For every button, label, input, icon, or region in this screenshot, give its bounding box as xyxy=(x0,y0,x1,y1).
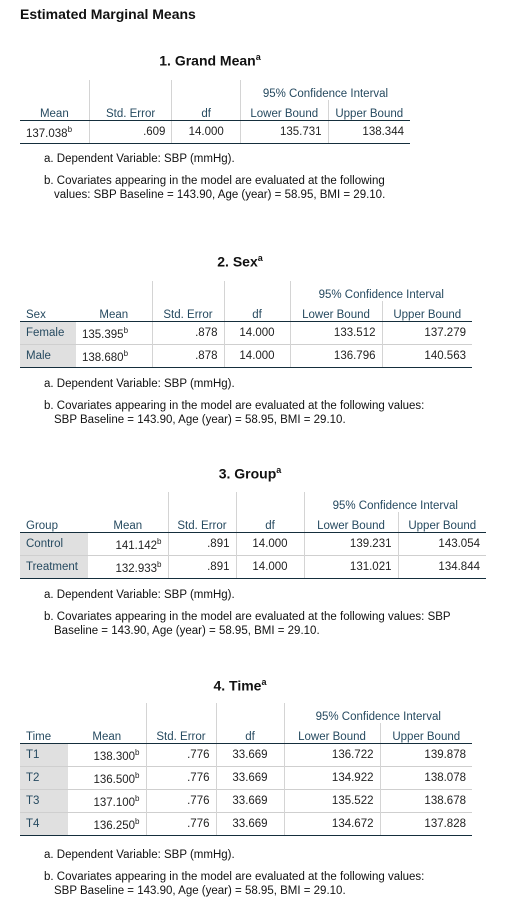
table-title-group xyxy=(130,465,370,482)
title-footnote-mark: a xyxy=(255,52,261,62)
row-label: Male xyxy=(20,345,76,368)
col-header-std-error: Std. Error xyxy=(89,100,172,121)
row-label: Control xyxy=(20,533,88,556)
col-header-df: df xyxy=(216,723,284,744)
title-footnote-mark: a xyxy=(257,253,263,263)
col-header-df: df xyxy=(224,301,290,322)
cell-df: 14.000 xyxy=(224,322,290,345)
footnote-b: b. Covariates appearing in the model are evaluated at the following values: SBP Baseline = 143.90, Age (year) = 58.95, BMI = 29.10. xyxy=(44,611,451,637)
table-row xyxy=(20,533,486,556)
col-header-upper-bound: Upper Bound xyxy=(380,723,472,744)
table-title-text: 1. Grand Mean xyxy=(159,52,256,69)
cell-lower-bound: 136.722 xyxy=(284,744,380,767)
cell-lower-bound: 135.522 xyxy=(284,790,380,813)
row-label-header: Time xyxy=(20,723,68,744)
col-header-lower-bound: Lower Bound xyxy=(290,301,382,322)
col-header-std-error: Std. Error xyxy=(168,512,236,533)
table-title-text: 4. Time xyxy=(213,677,262,694)
table-row xyxy=(20,813,472,836)
cell-mean: 137.100$^b$ xyxy=(68,790,146,813)
cell-std-error: .891 xyxy=(168,533,236,556)
row-label: T3 xyxy=(20,790,68,813)
cell-lower-bound: 131.021 xyxy=(304,556,398,579)
row-label: T4 xyxy=(20,813,68,836)
cell-lower-bound: 135.731 xyxy=(240,121,328,144)
cell-lower-bound: 136.796 xyxy=(290,345,382,368)
col-header-mean: Mean xyxy=(68,723,146,744)
cell-df: 33.669 xyxy=(216,767,284,790)
cell-std-error: .776 xyxy=(146,767,216,790)
cell-std-error: .776 xyxy=(146,744,216,767)
table-row xyxy=(20,767,472,790)
cell-std-error: .878 xyxy=(152,322,224,345)
ci-header: 95% Confidence Interval xyxy=(304,492,486,512)
cell-mean: 141.142$^b$ xyxy=(88,533,168,556)
cell-lower-bound: 134.922 xyxy=(284,767,380,790)
cell-lower-bound: 139.231 xyxy=(304,533,398,556)
cell-std-error: .609 xyxy=(89,121,172,144)
col-header-mean: Mean xyxy=(76,301,152,322)
cell-mean: 136.500$^b$ xyxy=(68,767,146,790)
row-label: Treatment xyxy=(20,556,88,579)
cell-upper-bound: 138.678 xyxy=(380,790,472,813)
cell-upper-bound: 143.054 xyxy=(398,533,486,556)
col-header-mean: Mean xyxy=(20,100,89,121)
cell-upper-bound: 139.878 xyxy=(380,744,472,767)
sex-table xyxy=(20,281,472,368)
cell-lower-bound: 134.672 xyxy=(284,813,380,836)
col-header-df: df xyxy=(172,100,241,121)
cell-upper-bound: 138.078 xyxy=(380,767,472,790)
col-header-lower-bound: Lower Bound xyxy=(240,100,328,121)
cell-std-error: .891 xyxy=(168,556,236,579)
time-table xyxy=(20,703,472,836)
cell-std-error: .878 xyxy=(152,345,224,368)
cell-mean: 136.250$^b$ xyxy=(68,813,146,836)
col-header-std-error: Std. Error xyxy=(152,301,224,322)
cell-std-error: .776 xyxy=(146,813,216,836)
table-title-text: 3. Group xyxy=(218,465,277,482)
col-header-lower-bound: Lower Bound xyxy=(284,723,380,744)
row-label-header: Sex xyxy=(20,301,76,322)
col-header-mean: Mean xyxy=(88,512,168,533)
group-table xyxy=(20,492,486,579)
table-title-time xyxy=(120,677,360,694)
table-row xyxy=(20,345,472,368)
cell-df: 14.000 xyxy=(224,345,290,368)
table-title-grand-mean xyxy=(100,52,320,69)
table-title-text: 2. Sex xyxy=(217,253,258,270)
cell-mean: 137.038$^b$ xyxy=(20,121,89,144)
cell-upper-bound: 140.563 xyxy=(382,345,472,368)
row-label: Female xyxy=(20,322,76,345)
cell-df: 14.000 xyxy=(236,533,304,556)
title-footnote-mark: a xyxy=(261,677,267,687)
page-title: Estimated Marginal Means xyxy=(20,6,196,22)
cell-df: 33.669 xyxy=(216,790,284,813)
col-header-lower-bound: Lower Bound xyxy=(304,512,398,533)
ci-header: 95% Confidence Interval xyxy=(290,281,472,301)
row-label: T1 xyxy=(20,744,68,767)
table-row xyxy=(20,556,486,579)
cell-df: 33.669 xyxy=(216,744,284,767)
table-row xyxy=(20,790,472,813)
ci-header: 95% Confidence Interval xyxy=(240,80,410,100)
title-footnote-mark: a xyxy=(276,465,282,475)
cell-df: 33.669 xyxy=(216,813,284,836)
footnote-a: a. Dependent Variable: SBP (mmHg). xyxy=(44,589,235,601)
footnote-a: a. Dependent Variable: SBP (mmHg). xyxy=(44,153,235,165)
table-row xyxy=(20,322,472,345)
footnote-b: b. Covariates appearing in the model are evaluated at the following values: SBP Baseline = 143.90, Age (year) = 58.95, BMI = 29.10. xyxy=(44,400,425,426)
footnote-b: b. Covariates appearing in the model are evaluated at the following values: SBP Baseline = 143.90, Age (year) = 58.95, BMI = 29.10. xyxy=(44,175,386,201)
col-header-df: df xyxy=(236,512,304,533)
row-label-header: Group xyxy=(20,512,88,533)
col-header-upper-bound: Upper Bound xyxy=(398,512,486,533)
footnote-b: b. Covariates appearing in the model are evaluated at the following values: SBP Baseline = 143.90, Age (year) = 58.95, BMI = 29.10. xyxy=(44,871,425,897)
table-title-sex xyxy=(120,253,360,270)
footnote-a: a. Dependent Variable: SBP (mmHg). xyxy=(44,849,235,861)
grand-mean-table xyxy=(20,80,410,144)
cell-mean: 135.395$^b$ xyxy=(76,322,152,345)
cell-upper-bound: 137.279 xyxy=(382,322,472,345)
col-header-upper-bound: Upper Bound xyxy=(328,100,410,121)
col-header-std-error: Std. Error xyxy=(146,723,216,744)
cell-upper-bound: 137.828 xyxy=(380,813,472,836)
cell-lower-bound: 133.512 xyxy=(290,322,382,345)
row-label: T2 xyxy=(20,767,68,790)
cell-upper-bound: 134.844 xyxy=(398,556,486,579)
footnote-a: a. Dependent Variable: SBP (mmHg). xyxy=(44,378,235,390)
table-row xyxy=(20,744,472,767)
ci-header: 95% Confidence Interval xyxy=(284,703,472,723)
cell-upper-bound: 138.344 xyxy=(328,121,410,144)
cell-df: 14.000 xyxy=(236,556,304,579)
cell-std-error: .776 xyxy=(146,790,216,813)
cell-mean: 138.680$^b$ xyxy=(76,345,152,368)
cell-mean: 132.933$^b$ xyxy=(88,556,168,579)
table-row xyxy=(20,121,410,144)
cell-df: 14.000 xyxy=(172,121,241,144)
col-header-upper-bound: Upper Bound xyxy=(382,301,472,322)
cell-mean: 138.300$^b$ xyxy=(68,744,146,767)
